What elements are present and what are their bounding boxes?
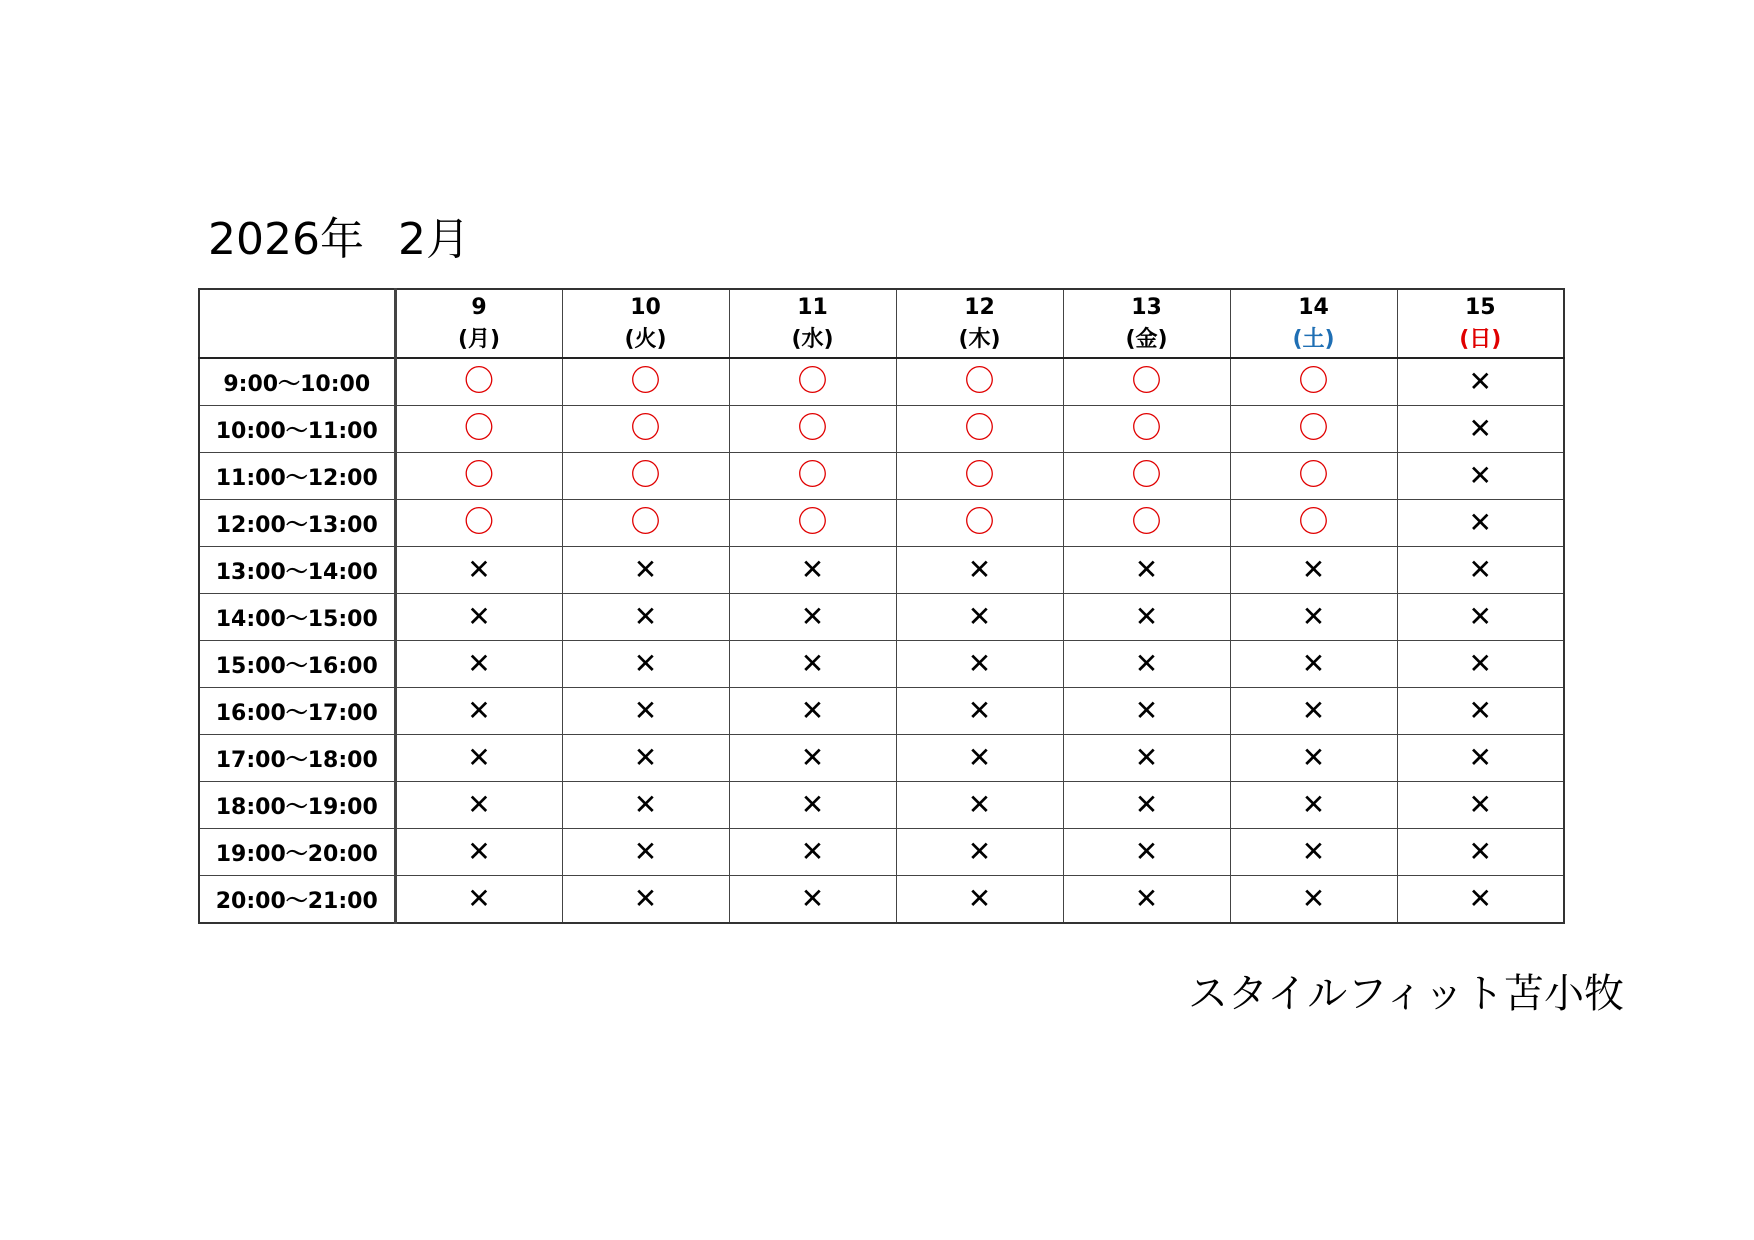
slot-cell <box>729 876 896 924</box>
slot-cell <box>729 641 896 688</box>
available-mark: 〇 <box>1298 505 1329 540</box>
table-row <box>199 358 1564 406</box>
slot-cell <box>395 453 562 500</box>
slot-cell <box>1230 594 1397 641</box>
slot-cell <box>1063 547 1230 594</box>
day-header-15 <box>1397 289 1564 358</box>
slot-cell <box>1230 641 1397 688</box>
slot-cell <box>1397 594 1564 641</box>
time-slot-label: 9:00～10:00 <box>199 358 395 406</box>
available-mark: 〇 <box>630 364 661 399</box>
slot-cell <box>395 641 562 688</box>
unavailable-mark: ✕ <box>1301 788 1326 821</box>
slot-cell <box>1063 688 1230 735</box>
available-mark: 〇 <box>1131 411 1162 446</box>
slot-cell <box>395 594 562 641</box>
unavailable-mark: ✕ <box>633 835 658 868</box>
day-header-9 <box>395 289 562 358</box>
time-slot-label: 12:00～13:00 <box>199 500 395 547</box>
slot-cell <box>395 829 562 876</box>
slot-cell <box>562 641 729 688</box>
time-slot-label: 13:00～14:00 <box>199 547 395 594</box>
slot-cell <box>562 547 729 594</box>
slot-cell <box>1063 500 1230 547</box>
unavailable-mark: ✕ <box>967 741 992 774</box>
unavailable-mark: ✕ <box>1134 788 1159 821</box>
unavailable-mark: ✕ <box>467 553 491 586</box>
unavailable-mark: ✕ <box>967 694 992 727</box>
available-mark: 〇 <box>797 411 828 446</box>
day-date: 10 <box>630 294 661 320</box>
time-slot-label: 14:00～15:00 <box>199 594 395 641</box>
unavailable-mark: ✕ <box>1468 694 1492 727</box>
time-slot-label: 20:00～21:00 <box>199 876 395 924</box>
day-weekday: (日) <box>1459 326 1502 352</box>
availability-table <box>198 288 1565 924</box>
available-mark: 〇 <box>964 458 995 493</box>
slot-cell <box>1397 358 1564 406</box>
unavailable-mark: ✕ <box>1301 694 1326 727</box>
day-header-14 <box>1230 289 1397 358</box>
slot-cell <box>562 594 729 641</box>
available-mark: 〇 <box>964 364 995 399</box>
slot-cell <box>1397 547 1564 594</box>
unavailable-mark: ✕ <box>1468 600 1492 633</box>
day-weekday: (火) <box>624 326 667 352</box>
unavailable-mark: ✕ <box>1468 741 1492 774</box>
slot-cell <box>896 782 1063 829</box>
header-corner-cell <box>199 289 395 358</box>
table-row <box>199 876 1564 924</box>
unavailable-mark: ✕ <box>467 835 491 868</box>
slot-cell <box>562 735 729 782</box>
table-row <box>199 829 1564 876</box>
slot-cell <box>395 406 562 453</box>
time-slot-label: 19:00～20:00 <box>199 829 395 876</box>
unavailable-mark: ✕ <box>800 553 825 586</box>
slot-cell <box>1063 641 1230 688</box>
unavailable-mark: ✕ <box>800 694 825 727</box>
unavailable-mark: ✕ <box>967 882 992 915</box>
unavailable-mark: ✕ <box>1468 647 1492 680</box>
table-body <box>199 358 1564 923</box>
slot-cell <box>1397 876 1564 924</box>
slot-cell <box>729 688 896 735</box>
slot-cell <box>896 453 1063 500</box>
available-mark: 〇 <box>464 364 494 399</box>
unavailable-mark: ✕ <box>467 882 491 915</box>
available-mark: 〇 <box>630 458 661 493</box>
slot-cell <box>729 829 896 876</box>
slot-cell <box>562 453 729 500</box>
unavailable-mark: ✕ <box>800 647 825 680</box>
table-row <box>199 547 1564 594</box>
slot-cell <box>1230 547 1397 594</box>
day-header-12 <box>896 289 1063 358</box>
slot-cell <box>1063 453 1230 500</box>
slot-cell <box>1230 406 1397 453</box>
table-row <box>199 453 1564 500</box>
time-slot-label: 18:00～19:00 <box>199 782 395 829</box>
unavailable-mark: ✕ <box>633 647 658 680</box>
table-row <box>199 688 1564 735</box>
table-row <box>199 782 1564 829</box>
slot-cell <box>1397 688 1564 735</box>
available-mark: 〇 <box>1298 364 1329 399</box>
unavailable-mark: ✕ <box>1301 647 1326 680</box>
page-title <box>208 214 470 266</box>
slot-cell <box>1063 735 1230 782</box>
slot-cell <box>1230 735 1397 782</box>
table-row <box>199 641 1564 688</box>
unavailable-mark: ✕ <box>467 741 491 774</box>
store-name: スタイルフィット苫小牧 <box>1188 971 1624 1017</box>
available-mark: 〇 <box>797 364 828 399</box>
time-slot-label: 10:00～11:00 <box>199 406 395 453</box>
table-row <box>199 500 1564 547</box>
slot-cell <box>1230 500 1397 547</box>
slot-cell <box>562 358 729 406</box>
slot-cell <box>1063 829 1230 876</box>
slot-cell <box>896 688 1063 735</box>
slot-cell <box>896 358 1063 406</box>
unavailable-mark: ✕ <box>800 600 825 633</box>
unavailable-mark: ✕ <box>633 788 658 821</box>
unavailable-mark: ✕ <box>967 600 992 633</box>
unavailable-mark: ✕ <box>800 835 825 868</box>
slot-cell <box>896 829 1063 876</box>
slot-cell <box>896 876 1063 924</box>
slot-cell <box>896 641 1063 688</box>
slot-cell <box>896 594 1063 641</box>
table-row <box>199 594 1564 641</box>
slot-cell <box>729 358 896 406</box>
unavailable-mark: ✕ <box>1134 647 1159 680</box>
slot-cell <box>1397 406 1564 453</box>
available-mark: 〇 <box>1298 411 1329 446</box>
unavailable-mark: ✕ <box>1301 600 1326 633</box>
slot-cell <box>729 735 896 782</box>
unavailable-mark: ✕ <box>467 788 491 821</box>
slot-cell <box>1397 782 1564 829</box>
available-mark: 〇 <box>630 505 661 540</box>
unavailable-mark: ✕ <box>1468 553 1492 586</box>
unavailable-mark: ✕ <box>967 835 992 868</box>
slot-cell <box>1397 641 1564 688</box>
unavailable-mark: ✕ <box>1468 459 1492 492</box>
unavailable-mark: ✕ <box>467 647 491 680</box>
slot-cell <box>1230 829 1397 876</box>
unavailable-mark: ✕ <box>1301 882 1326 915</box>
unavailable-mark: ✕ <box>633 600 658 633</box>
table-row <box>199 406 1564 453</box>
unavailable-mark: ✕ <box>800 741 825 774</box>
day-date: 12 <box>964 294 995 320</box>
slot-cell <box>729 782 896 829</box>
available-mark: 〇 <box>797 458 828 493</box>
slot-cell <box>1230 876 1397 924</box>
unavailable-mark: ✕ <box>1468 365 1492 398</box>
slot-cell <box>562 876 729 924</box>
day-date: 15 <box>1464 294 1496 320</box>
slot-cell <box>1063 358 1230 406</box>
slot-cell <box>1397 500 1564 547</box>
available-mark: 〇 <box>1131 458 1162 493</box>
unavailable-mark: ✕ <box>467 600 491 633</box>
slot-cell <box>729 594 896 641</box>
slot-cell <box>1397 829 1564 876</box>
slot-cell <box>729 453 896 500</box>
unavailable-mark: ✕ <box>800 882 825 915</box>
slot-cell <box>1230 688 1397 735</box>
slot-cell <box>896 735 1063 782</box>
slot-cell <box>1063 782 1230 829</box>
slot-cell <box>395 358 562 406</box>
available-mark: 〇 <box>797 505 828 540</box>
available-mark: 〇 <box>464 458 494 493</box>
slot-cell <box>395 735 562 782</box>
day-weekday: (木) <box>958 326 1001 352</box>
unavailable-mark: ✕ <box>800 788 825 821</box>
slot-cell <box>896 547 1063 594</box>
day-weekday: (月) <box>457 326 501 352</box>
slot-cell <box>896 406 1063 453</box>
slot-cell <box>562 782 729 829</box>
unavailable-mark: ✕ <box>1134 882 1159 915</box>
title-year: 2026年 <box>208 214 364 265</box>
time-slot-label: 11:00～12:00 <box>199 453 395 500</box>
unavailable-mark: ✕ <box>467 694 491 727</box>
slot-cell <box>1063 406 1230 453</box>
day-weekday: (土) <box>1292 326 1335 352</box>
unavailable-mark: ✕ <box>1468 882 1492 915</box>
slot-cell <box>562 688 729 735</box>
available-mark: 〇 <box>964 411 995 446</box>
slot-cell <box>395 547 562 594</box>
table-row <box>199 735 1564 782</box>
slot-cell <box>1230 782 1397 829</box>
unavailable-mark: ✕ <box>967 553 992 586</box>
slot-cell <box>562 406 729 453</box>
slot-cell <box>1397 453 1564 500</box>
slot-cell <box>1063 876 1230 924</box>
unavailable-mark: ✕ <box>1468 506 1492 539</box>
available-mark: 〇 <box>464 411 494 446</box>
available-mark: 〇 <box>464 505 494 540</box>
day-header-10 <box>562 289 729 358</box>
slot-cell <box>1063 594 1230 641</box>
unavailable-mark: ✕ <box>1301 835 1326 868</box>
time-slot-label: 16:00～17:00 <box>199 688 395 735</box>
slot-cell <box>896 500 1063 547</box>
slot-cell <box>395 500 562 547</box>
unavailable-mark: ✕ <box>1468 835 1492 868</box>
day-date: 13 <box>1131 294 1162 320</box>
available-mark: 〇 <box>1131 505 1162 540</box>
slot-cell <box>729 406 896 453</box>
slot-cell <box>395 782 562 829</box>
slot-cell <box>1397 735 1564 782</box>
day-weekday: (水) <box>791 326 834 352</box>
slot-cell <box>729 500 896 547</box>
unavailable-mark: ✕ <box>1468 788 1492 821</box>
unavailable-mark: ✕ <box>1134 741 1159 774</box>
day-date: 11 <box>797 294 828 320</box>
table-header <box>199 289 1564 358</box>
slot-cell <box>395 688 562 735</box>
unavailable-mark: ✕ <box>633 694 658 727</box>
day-date: 14 <box>1298 294 1329 320</box>
unavailable-mark: ✕ <box>1134 694 1159 727</box>
slot-cell <box>562 500 729 547</box>
slot-cell <box>1230 358 1397 406</box>
unavailable-mark: ✕ <box>633 741 658 774</box>
unavailable-mark: ✕ <box>633 553 658 586</box>
available-mark: 〇 <box>964 505 995 540</box>
day-weekday: (金) <box>1125 326 1168 352</box>
unavailable-mark: ✕ <box>967 788 992 821</box>
slot-cell <box>395 876 562 924</box>
unavailable-mark: ✕ <box>1134 600 1159 633</box>
available-mark: 〇 <box>1298 458 1329 493</box>
available-mark: 〇 <box>1131 364 1162 399</box>
unavailable-mark: ✕ <box>967 647 992 680</box>
unavailable-mark: ✕ <box>633 882 658 915</box>
unavailable-mark: ✕ <box>1301 741 1326 774</box>
unavailable-mark: ✕ <box>1134 835 1159 868</box>
day-header-11 <box>729 289 896 358</box>
slot-cell <box>1230 453 1397 500</box>
slot-cell <box>729 547 896 594</box>
day-header-13 <box>1063 289 1230 358</box>
unavailable-mark: ✕ <box>1301 553 1326 586</box>
time-slot-label: 17:00～18:00 <box>199 735 395 782</box>
available-mark: 〇 <box>630 411 661 446</box>
time-slot-label: 15:00～16:00 <box>199 641 395 688</box>
unavailable-mark: ✕ <box>1468 412 1492 445</box>
day-date: 9 <box>471 294 487 320</box>
unavailable-mark: ✕ <box>1134 553 1159 586</box>
title-month: 2月 <box>397 214 470 265</box>
slot-cell <box>562 829 729 876</box>
